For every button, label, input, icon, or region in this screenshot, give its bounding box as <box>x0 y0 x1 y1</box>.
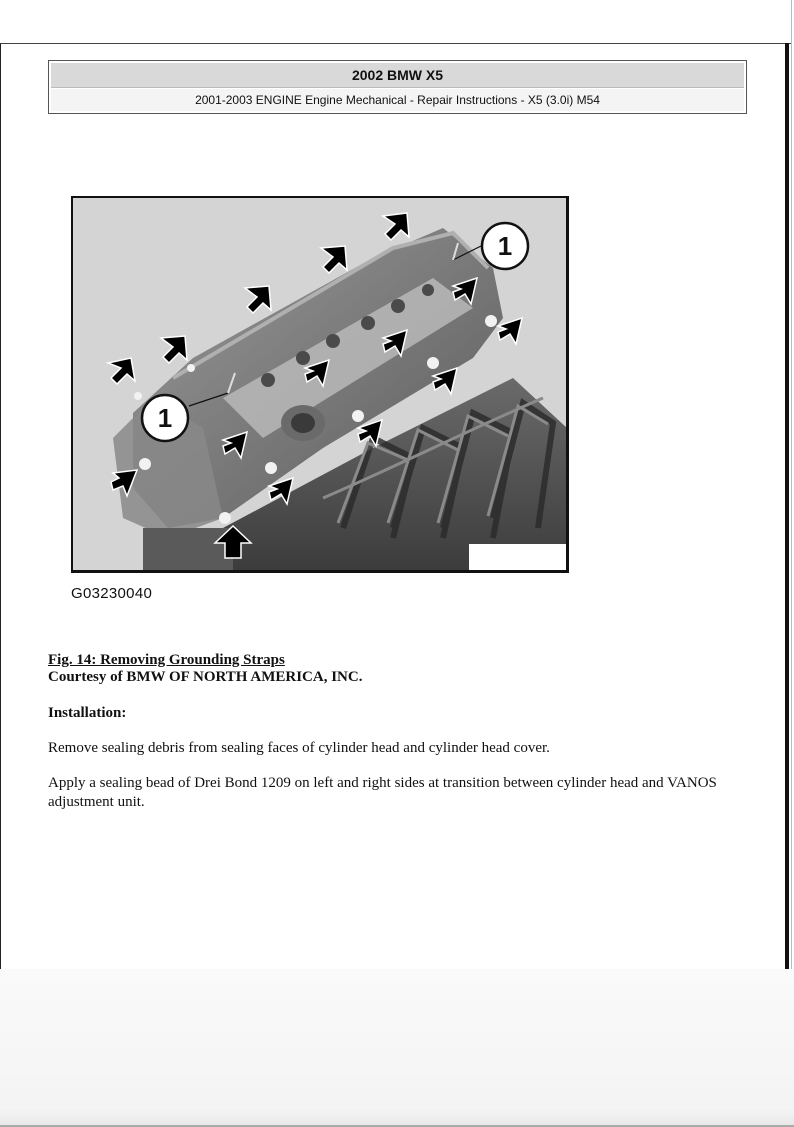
document-header <box>48 60 747 114</box>
engine-illustration <box>73 198 567 571</box>
figure-caption-title: Fig. 14: Removing Grounding Straps <box>48 652 285 668</box>
section-heading-installation: Installation: <box>48 705 127 721</box>
svg-text:1: 1 <box>497 231 513 261</box>
callout-1-upper-right <box>482 223 528 269</box>
figure-caption-credit: Courtesy of BMW OF NORTH AMERICA, INC. <box>48 669 363 685</box>
svg-text:1: 1 <box>157 403 173 433</box>
viewer-scrollbar-edge <box>791 0 792 1127</box>
viewer-background <box>0 969 794 1127</box>
instruction-paragraph: Apply a sealing bead of Drei Bond 1209 on left and right sides at transition between cylinder head and VANOS adjustment unit. <box>48 775 717 810</box>
callout-1-left <box>142 395 188 441</box>
page-shadow-edge <box>785 43 789 969</box>
engine-figure <box>71 196 569 573</box>
document-subtitle: 2001-2003 ENGINE Engine Mechanical - Repair Instructions - X5 (3.0i) M54 <box>51 89 744 111</box>
instruction-paragraph: Remove sealing debris from sealing faces of cylinder head and cylinder head cover. <box>48 740 550 756</box>
document-title: 2002 BMW X5 <box>51 63 744 88</box>
figure-image-id: G03230040 <box>71 585 153 602</box>
